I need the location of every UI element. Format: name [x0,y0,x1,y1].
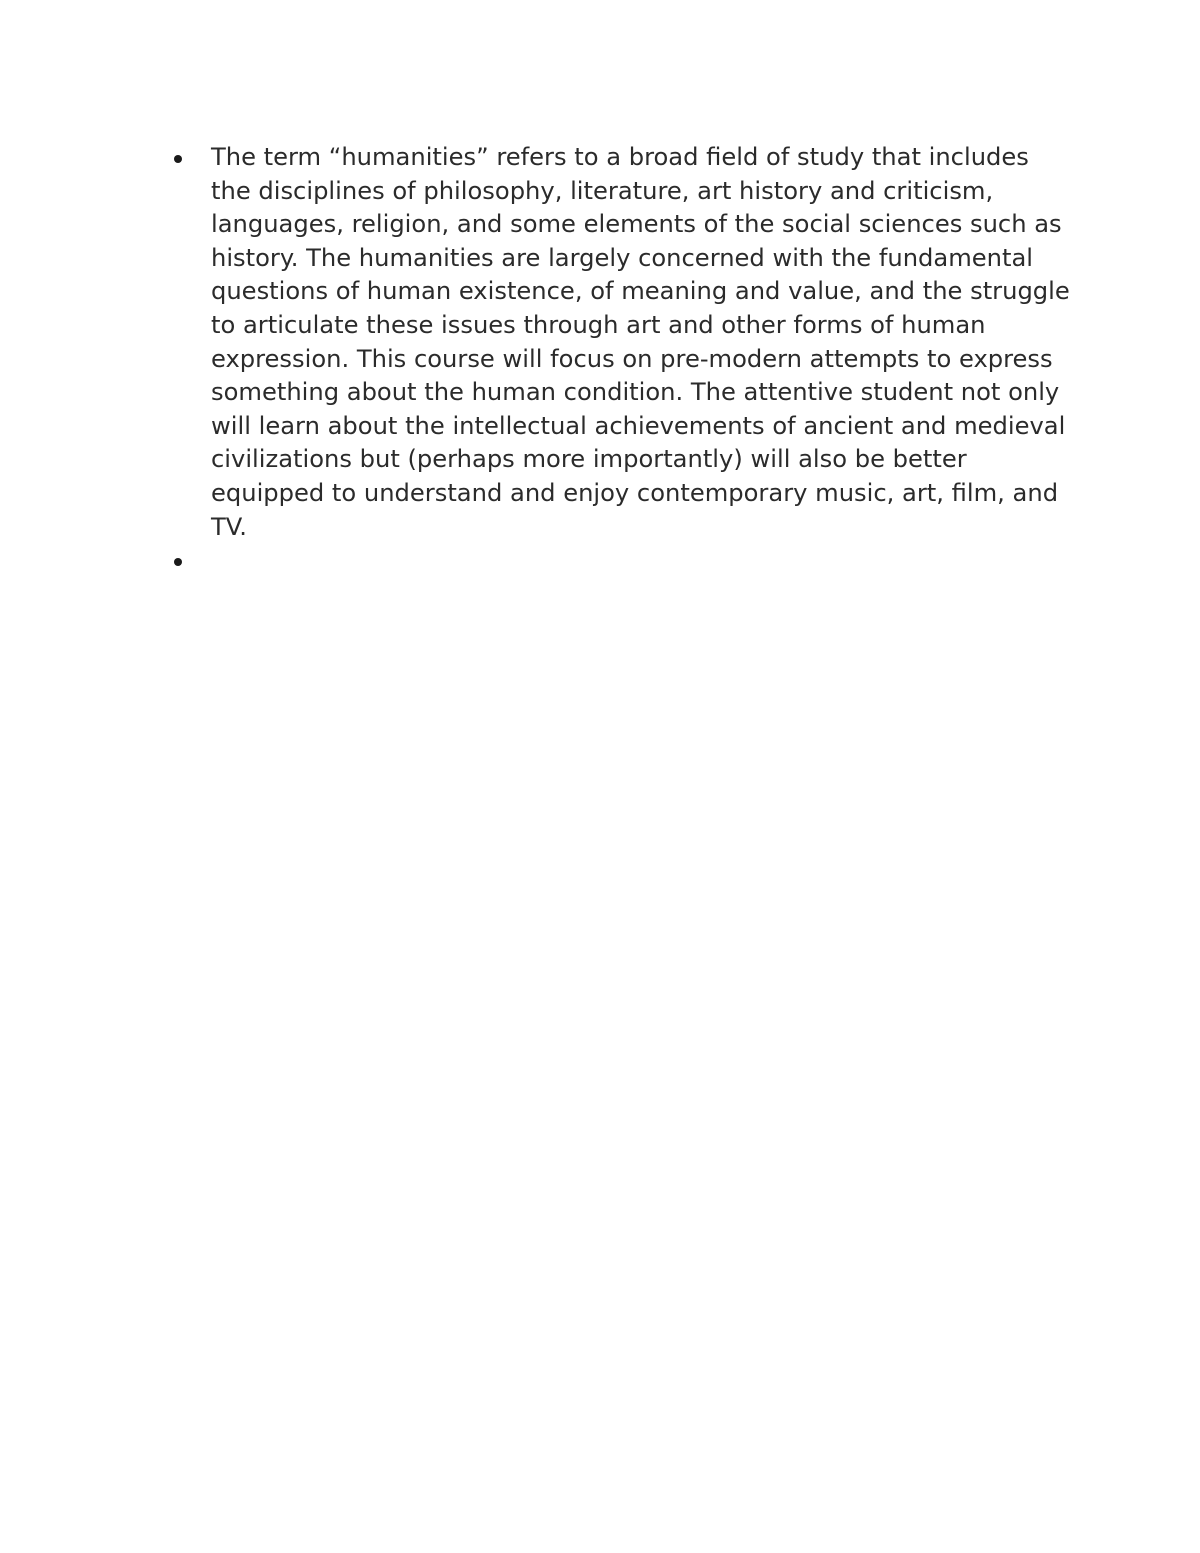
list-item [172,544,1072,578]
paragraph-text: The term “humanities” refers to a broad field of study that includes the disciplines of philosophy, literature, art history and criticism, languages, religion, and some elements of the social sciences such as history. The humanities are largely concerned with the fundamental questions of human existence, of meaning and value, and the struggle to articulate these issues through art and other forms of human expression. This course will focus on pre-modern attempts to express something about the human condition. The attentive student not only will learn about the intellectual achievements of ancient and medieval civilizations but (perhaps more importantly) will also be better equipped to understand and enjoy contemporary music, art, film, and TV. [211,143,1070,541]
list-item [172,141,1072,544]
bullet-list [172,141,1072,578]
bullet-icon [174,155,182,163]
bullet-icon [174,558,182,566]
